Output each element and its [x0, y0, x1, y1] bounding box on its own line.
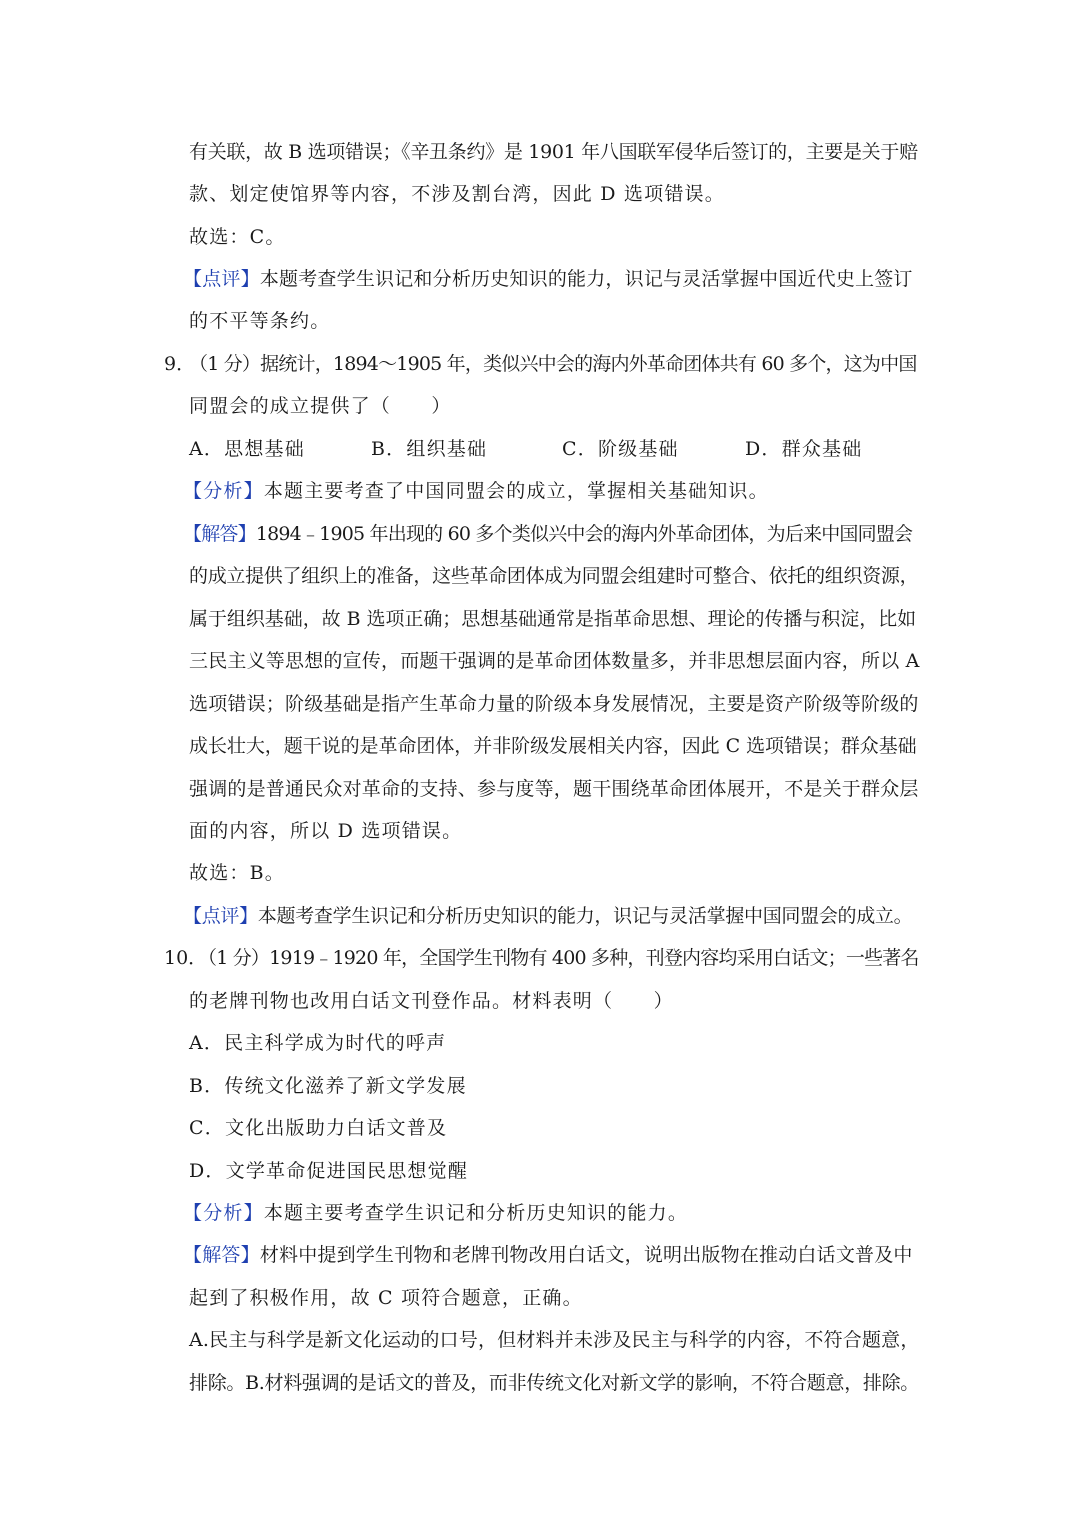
question-number: 9． — [164, 353, 196, 375]
solution-tag: 【解答】 — [183, 1244, 260, 1266]
comment-tag: 【点评】 — [183, 905, 258, 927]
text-line: 有关联，故 B 选项错误；《辛丑条约》是 1901 年八国联军侵华后签订的，主要是关于赔 — [189, 141, 918, 163]
option-b: B．组织基础 — [371, 438, 488, 460]
analysis-line — [183, 1195, 688, 1231]
solution-line: 排除。B.材料强调的是话文的普及，而非传统文化对新文学的影响，不符合题意，排除。 — [189, 1372, 920, 1394]
option-d: D．文学革命促进国民思想觉醒 — [189, 1160, 469, 1182]
option-d: D．群众基础 — [745, 438, 863, 460]
solution-text: 材料中提到学生刊物和老牌刊物改用白话文，说明出版物在推动白话文普及中 — [259, 1244, 913, 1266]
solution-line: 成长壮大，题干说的是革命团体，并非阶级发展相关内容，因此 C 选项错误；群众基础 — [189, 735, 917, 757]
solution-line: 的成立提供了组织上的准备，这些革命团体成为同盟会组建时可整合、依托的组织资源， — [189, 565, 919, 587]
option-c: C．文化出版助力白话文普及 — [189, 1117, 448, 1139]
text-line: 的不平等条约。 — [189, 310, 331, 332]
analysis-line — [183, 473, 769, 509]
solution-tag: 【解答】 — [183, 523, 256, 545]
option-b: B．传统文化滋养了新文学发展 — [189, 1075, 467, 1097]
comment-line — [183, 898, 912, 934]
question-stem: 的老牌刊物也改用白话文刊登作品。材料表明（ ） — [189, 990, 674, 1012]
option-a: A．民主科学成为时代的呼声 — [189, 1032, 447, 1054]
solution-line: 面的内容，所以 D 选项错误。 — [189, 820, 463, 842]
option-a: A．思想基础 — [189, 438, 305, 460]
solution-line: 起到了积极作用，故 C 项符合题意，正确。 — [189, 1287, 583, 1309]
question-stem: （1 分）1919﹣1920 年，全国学生刊物有 400 多种，刊登内容均采用白话文；一些著名 — [198, 947, 919, 969]
comment-tag: 【点评】 — [183, 268, 260, 290]
question-stem: 同盟会的成立提供了（ ） — [189, 395, 452, 417]
solution-line: 属于组织基础，故 B 选项正确；思想基础通常是指革命思想、理论的传播与积淀，比如 — [189, 608, 917, 630]
analysis-text: 本题主要考查了中国同盟会的成立，掌握相关基础知识。 — [263, 480, 769, 502]
solution-line — [183, 516, 912, 552]
answer-line: 故选：B。 — [189, 862, 285, 884]
option-c: C．阶级基础 — [562, 438, 679, 460]
text-line: 款、划定使馆界等内容，不涉及割台湾，因此 D 选项错误。 — [189, 183, 725, 205]
question-number: 10． — [164, 947, 208, 969]
comment-line — [183, 261, 913, 297]
comment-text: 本题考查学生识记和分析历史知识的能力，识记与灵活掌握中国近代史上签订 — [259, 268, 913, 290]
question-stem: （1 分）据统计，1894～1905 年，类似兴中会的海内外革命团体共有 60 多个，这为中国 — [189, 353, 917, 375]
solution-line: 强调的是普通民众对革命的支持、参与度等，题干围绕革命团体展开，不是关于群众层 — [189, 778, 919, 800]
solution-line: A.民主与科学是新文化运动的口号，但材料并未涉及民主与科学的内容，不符合题意， — [189, 1329, 920, 1351]
solution-line — [183, 1237, 913, 1273]
comment-text: 本题考查学生识记和分析历史知识的能力，识记与灵活掌握中国同盟会的成立。 — [257, 905, 913, 927]
solution-line: 选项错误；阶级基础是指产生革命力量的阶级本身发展情况，主要是资产阶级等阶级的 — [189, 693, 919, 715]
solution-line: 三民主义等思想的宣传，而题干强调的是革命团体数量多，并非思想层面内容，所以 A — [189, 650, 920, 672]
analysis-tag: 【分析】 — [183, 480, 264, 502]
solution-text: 1894﹣1905 年出现的 60 多个类似兴中会的海内外革命团体，为后来中国同盟会 — [255, 523, 913, 545]
answer-line: 故选：C。 — [189, 226, 286, 248]
analysis-tag: 【分析】 — [183, 1202, 264, 1224]
analysis-text: 本题主要考查学生识记和分析历史知识的能力。 — [263, 1202, 689, 1224]
